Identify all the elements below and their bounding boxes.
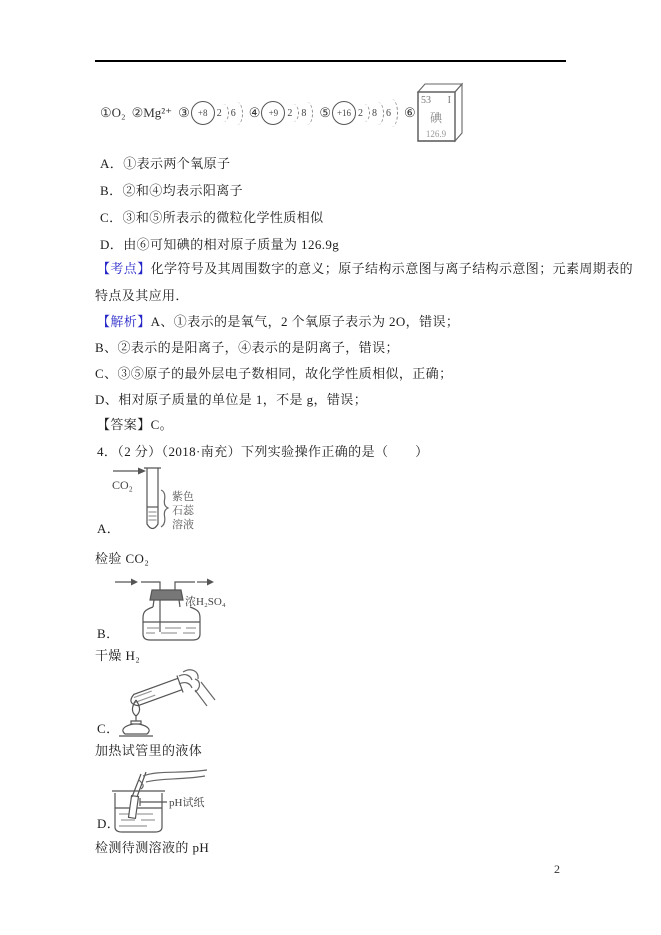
diagram-c-caption: 加热试管里的液体 (95, 743, 203, 758)
circled-number-3: ③ (178, 105, 190, 120)
gas-bottle-shape (143, 607, 200, 640)
brace-shape (161, 490, 168, 527)
shell-count: 2 (358, 107, 364, 119)
atomic-number: 53 (420, 95, 431, 106)
electron-shell-arc (392, 99, 398, 127)
answer-line (97, 417, 173, 433)
figure-magnesium-ion: ②Mg²⁺ (131, 105, 173, 120)
figure-oxygen-formula: ①O₂ (100, 105, 126, 120)
shell-count: 6 (230, 107, 236, 119)
option-b-text: B．②和④均表示阳离子 (100, 183, 244, 198)
question4-stem: 4．（2 分）（2018·南充）下列实验操作正确的是（ ） (97, 444, 429, 459)
diagram-c-letter: C． (97, 721, 120, 736)
kaodian-line2: 特点及其应用． (95, 288, 189, 303)
hand-shape (179, 670, 215, 706)
circled-number-4: ④ (248, 105, 261, 120)
shell-count: 6 (386, 107, 392, 119)
nucleus-charge: +9 (261, 101, 285, 125)
jiexi-line2: B、②表示的是阳离子，④表示的是阴离子，错误； (95, 340, 399, 355)
element-symbol: I (447, 95, 451, 106)
option-c-text: C．③和⑤所表示的微粒化学性质相似 (100, 210, 324, 225)
option-d-text: D．由⑥可知碘的相对原子质量为 126.9g (100, 237, 340, 252)
nucleus-charge: +8 (191, 101, 215, 125)
kaodian-line1 (97, 261, 633, 277)
electron-shell-arc (237, 102, 243, 125)
jiexi-line4: D、相对原子质量的单位是 1，不是 g，错误； (95, 392, 368, 407)
shell-count: 8 (372, 107, 378, 119)
arrowhead-icon (131, 579, 138, 586)
kaodian-text1: 化学符号及其周围数字的意义；原子结构示意图与离子结构示意图；元素周期表的 (150, 261, 634, 276)
stopper-shape (150, 590, 183, 600)
alcohol-lamp-shape (123, 724, 149, 734)
jiexi-label: 【解析】 (97, 314, 151, 329)
page-number: 2 (554, 862, 560, 876)
figure-periodic-cell-iodine (404, 82, 466, 144)
jiexi-text1: A、①表示的是氧气，2 个氧原子表示为 2O，错误； (150, 314, 460, 329)
electron-shell-arc (378, 102, 384, 125)
arrowhead-icon (207, 579, 214, 586)
electron-shell-arc (307, 102, 313, 125)
option-a-text: A．①表示两个氧原子 (100, 156, 231, 171)
nucleus-charge: +16 (332, 101, 356, 125)
shell-count: 2 (216, 107, 222, 119)
circled-number-5: ⑤ (319, 105, 332, 120)
answer-value: C。 (150, 417, 174, 432)
kaodian-label: 【考点】 (97, 261, 151, 276)
diagram-b-letter: B． (97, 626, 120, 641)
answer-label: 【答案】 (97, 417, 151, 432)
electron-shell-arc (364, 104, 370, 122)
tilted-test-tube (128, 676, 183, 711)
circled-number-6: ⑥ (404, 105, 416, 120)
shell-count: 2 (287, 107, 293, 119)
jiexi-line1 (97, 314, 459, 330)
electron-shell-arc (223, 104, 229, 122)
litmus-label-line2: 石蕊 (172, 505, 194, 517)
figure-atom-structure-4 (249, 101, 314, 125)
element-name: 碘 (429, 111, 442, 125)
ph-paper-strip (129, 796, 139, 819)
periodic-table-cell-box (416, 82, 466, 144)
figure-atom-structure-3 (178, 101, 243, 125)
shell-count: 8 (301, 107, 307, 119)
chem-figure-row (100, 84, 466, 142)
diagram-d-letter: D． (97, 816, 121, 831)
co2-gas-label: CO₂ (112, 478, 133, 492)
litmus-label-line3: 溶液 (172, 519, 194, 531)
header-rule (95, 60, 566, 62)
sulfuric-acid-label: 浓H₂SO₄ (185, 596, 226, 608)
figure-atom-structure-5 (319, 99, 398, 127)
diagram-b-caption: 干燥 H₂ (95, 648, 141, 663)
diagram-d-caption: 检测待测溶液的 pH (95, 840, 210, 855)
hand-tweezers-shape (132, 770, 207, 797)
diagram-a-letter: A． (97, 521, 121, 536)
electron-shell-arc (293, 104, 299, 122)
atomic-mass: 126.9 (425, 129, 446, 139)
litmus-label-line1: 紫色 (172, 491, 194, 503)
diagram-a-caption: 检验 CO₂ (95, 551, 150, 566)
jiexi-line3: C、③⑤原子的最外层电子数相同，故化学性质相似，正确； (95, 366, 453, 381)
ph-paper-label: pH试纸 (169, 797, 205, 809)
